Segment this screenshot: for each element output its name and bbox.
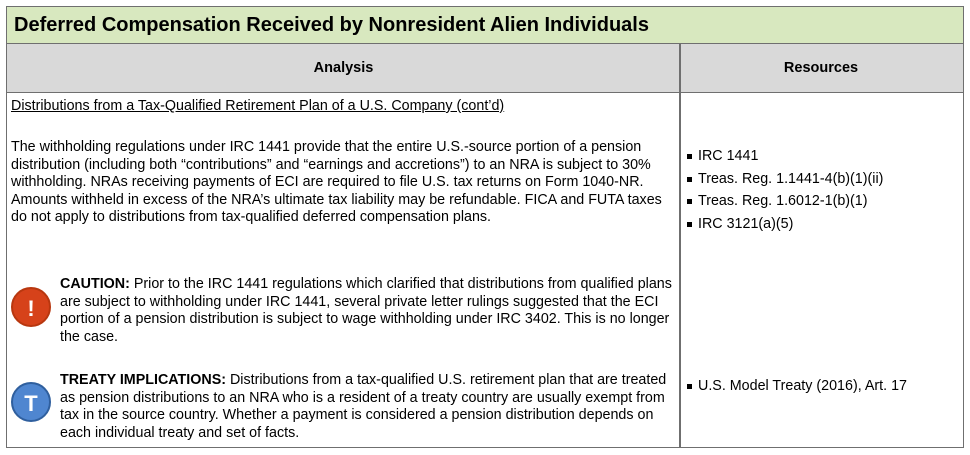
- resource-list-treaty: [685, 375, 907, 398]
- resource-item: [685, 145, 883, 168]
- resource-list-withholding: [685, 145, 883, 235]
- page-title: Deferred Compensation Received by Nonresident Alien Individuals: [7, 7, 963, 44]
- analysis-cell: [11, 98, 675, 441]
- resources-column-header: Resources: [783, 60, 859, 76]
- caution-label: CAUTION:: [60, 276, 130, 292]
- square-bullet-icon: [687, 222, 692, 227]
- treaty-text: Distributions from a tax-qualified U.S. retirement plan that are treated as pension distributions to an NRA who is a resident of a treaty country are usually exempt from tax in the source country. Whether a payment is considered a pension distribution depends on each individual treaty and set of facts.: [60, 372, 667, 441]
- table-header-row: [7, 44, 963, 93]
- resource-item: [685, 190, 883, 213]
- column-divider: [679, 44, 681, 447]
- section-subheading: Distributions from a Tax-Qualified Retirement Plan of a U.S. Company (cont’d): [11, 98, 505, 114]
- square-bullet-icon: [687, 199, 692, 204]
- resource-label: IRC 1441: [698, 148, 759, 164]
- treaty-t-icon: T: [11, 382, 51, 422]
- resource-label: Treas. Reg. 1.6012-1(b)(1): [698, 193, 868, 209]
- resource-item: [685, 168, 883, 191]
- caution-text-block: [60, 276, 675, 346]
- caution-text: Prior to the IRC 1441 regulations which clarified that distributions from qualified plans are subject to withholding under IRC 1441, several private letter rulings suggested that the ECI portion of a pension distribution is subject to wage withholding under IRC 3402. This is no longer the case.: [60, 276, 672, 345]
- square-bullet-icon: [687, 154, 692, 159]
- treaty-text-block: [60, 372, 675, 442]
- withholding-paragraph: The withholding regulations under IRC 1441 provide that the entire U.S.-source portion of a pension distribution (including both “contributions” and “earnings and accretions”) to an NRA is subject to 30% withholding. NRAs receiving payments of ECI are required to file U.S. tax returns on Form 1040-NR. Amounts withheld in excess of the NRA’s ultimate tax liability may be refundable. FICA and FUTA taxes do not apply to distributions from tax-qualified deferred compensation plans.: [11, 139, 662, 225]
- resource-label: IRC 3121(a)(5): [698, 215, 794, 232]
- resource-label: Treas. Reg. 1.1441-4(b)(1)(ii): [698, 170, 884, 187]
- resource-label: U.S. Model Treaty (2016), Art. 17: [698, 378, 907, 394]
- exclamation-icon: !: [11, 287, 51, 327]
- resource-item: [685, 213, 883, 236]
- treaty-label: TREATY IMPLICATIONS:: [60, 372, 226, 388]
- resource-item: [685, 375, 907, 398]
- square-bullet-icon: [687, 384, 692, 389]
- document-table: [6, 6, 964, 448]
- analysis-column-header: Analysis: [313, 60, 374, 76]
- square-bullet-icon: [687, 177, 692, 182]
